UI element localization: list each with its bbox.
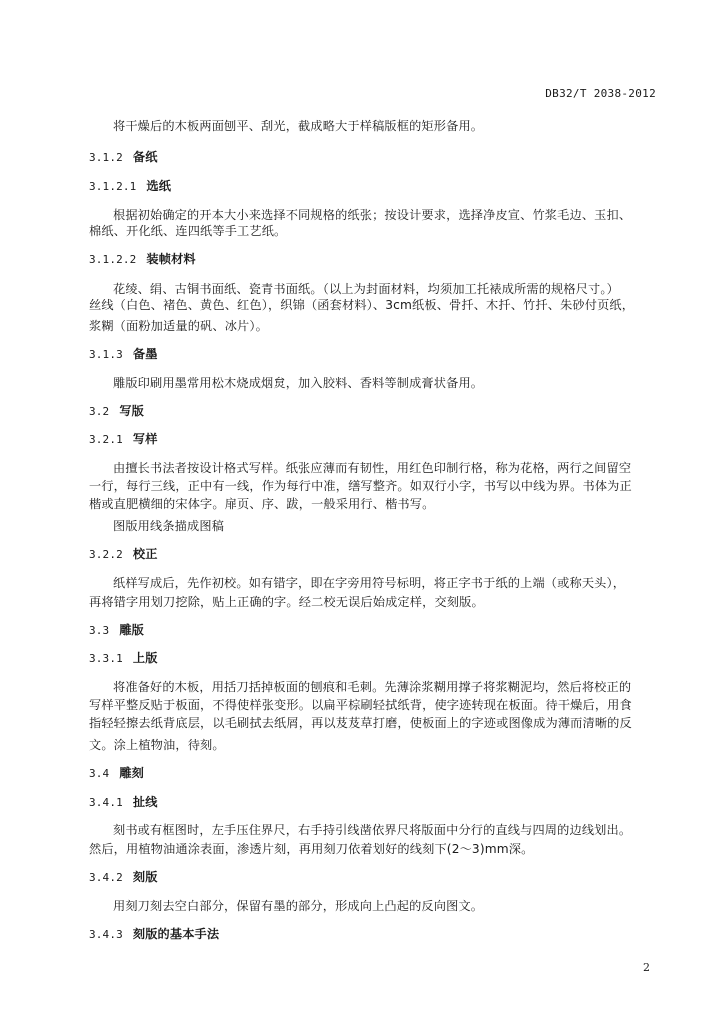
section-number: 3.4.2 [89, 871, 123, 884]
paragraph-line: 指轻轻擦去纸背底层，以毛刷拭去纸屑，再以芨芨草打磨，使板面上的字迹或图像成为薄而清晰的反 [89, 716, 632, 730]
paragraph-line: 用刻刀刻去空白部分，保留有墨的部分，形成向上凸起的反向图文。 [113, 899, 484, 913]
section-heading-3-3-1 [89, 650, 158, 667]
section-title: 雕版 [119, 623, 145, 637]
section-heading-3-1-2-2 [89, 251, 196, 268]
section-heading-3-4 [89, 765, 144, 782]
section-number: 3.4.1 [89, 796, 123, 809]
section-title: 刻版 [132, 870, 158, 884]
section-title: 装帧材料 [146, 252, 196, 266]
section-heading-3-3 [89, 622, 144, 639]
section-number: 3.4.3 [89, 928, 123, 941]
section-title: 备墨 [132, 347, 158, 361]
section-number: 3.3.1 [89, 652, 123, 665]
section-heading-3-2-1 [89, 431, 158, 448]
paragraph-line: 花绫、绢、古铜书面纸、瓷青书面纸。（以上为封面材料，均须加工托裱成所需的规格尺寸。） [113, 282, 619, 296]
paragraph-line: 图版用线条描成图稿 [113, 519, 225, 533]
paragraph-line: 楷或直肥横细的宋体字。扉页、序、跋，一般采用行、楷书写。 [89, 497, 435, 511]
section-heading-3-4-2 [89, 869, 158, 886]
paragraph-line: 文。涂上植物油，待刻。 [89, 738, 225, 752]
section-number: 3.2.2 [89, 548, 123, 561]
paragraph-line: 写样平整反贴于板面，不得使样张变形。以扁平棕刷轻拭纸背，使字迹转现在板面。待干燥后，用食 [89, 698, 632, 712]
section-title: 雕刻 [119, 766, 145, 780]
section-title: 写样 [132, 432, 158, 446]
paragraph-line: 将干燥后的木板两面刨平、刮光，截成略大于样稿版框的矩形备用。 [113, 119, 484, 133]
paragraph-line: 一行，每行三线，正中有一线，作为每行中准，缮写整齐。如双行小字，书写以中线为界。书体为正 [89, 479, 632, 493]
section-title: 选纸 [146, 179, 172, 193]
page-number: 2 [643, 961, 650, 974]
standard-code: DB32/T 2038-2012 [545, 87, 656, 100]
paragraph-line: 浆糊（面粉加适量的矾、冰片）。 [89, 319, 268, 333]
paragraph-line: 根据初始确定的开本大小来选择不同规格的纸张；按设计要求，选择净皮宣、竹浆毛边、玉扣、 [113, 208, 632, 222]
section-title: 刻版的基本手法 [132, 927, 220, 941]
section-number: 3.3 [89, 624, 110, 637]
section-number: 3.1.2 [89, 151, 123, 164]
section-title: 校正 [132, 547, 158, 561]
section-heading-3-1-3 [89, 346, 158, 363]
paragraph-line: 然后，用植物油通涂表面，渗透片刻，再用刻刀依着划好的线刻下(2～3)mm深。 [89, 842, 534, 856]
paragraph-line: 刻书或有框图时，左手压住界尺，右手持引线凿依界尺将版面中分行的直线与四周的边线划出。 [113, 823, 632, 837]
section-heading-3-2 [89, 403, 144, 420]
section-number: 3.4 [89, 767, 110, 780]
paragraph-line: 棉纸、开化纸、连四纸等手工艺纸。 [89, 224, 287, 238]
section-number: 3.2 [89, 405, 110, 418]
section-number: 3.1.2.2 [89, 253, 137, 266]
paragraph-line: 雕版印刷用墨常用松木烧成烟炱，加入胶料、香料等制成膏状备用。 [113, 376, 484, 390]
paragraph-line: 将准备好的木板，用括刀括掉板面的刨痕和毛刺。先薄涂浆糊用撑子将浆糊泥均，然后将校正的 [113, 680, 632, 694]
paragraph-line: 纸样写成后，先作初校。如有错字，即在字旁用符号标明，将正字书于纸的上端（或称天头）， [113, 576, 626, 590]
section-number: 3.1.2.1 [89, 180, 137, 193]
section-title: 扯线 [132, 795, 158, 809]
section-heading-3-4-1 [89, 794, 158, 811]
section-title: 写版 [119, 404, 145, 418]
section-title: 备纸 [132, 150, 158, 164]
section-heading-3-4-3 [89, 926, 219, 943]
section-number: 3.2.1 [89, 433, 123, 446]
section-heading-3-1-2-1 [89, 178, 171, 195]
paragraph-line: 再将错字用划刀挖除，贴上正确的字。经二校无误后始成定样，交刻版。 [89, 595, 484, 609]
section-heading-3-2-2 [89, 546, 158, 563]
section-heading-3-1-2 [89, 149, 158, 166]
paragraph-line: 由擅长书法者按设计格式写样。纸张应薄而有韧性，用红色印制行格，称为花格，两行之间留空 [113, 461, 632, 475]
section-title: 上版 [132, 651, 158, 665]
section-number: 3.1.3 [89, 348, 123, 361]
paragraph-line: 丝线（白色、褚色、黄色、红色），织锦（函套材料）、3cm纸板、骨扦、木扦、竹扦、朱砂付页纸， [89, 298, 635, 312]
